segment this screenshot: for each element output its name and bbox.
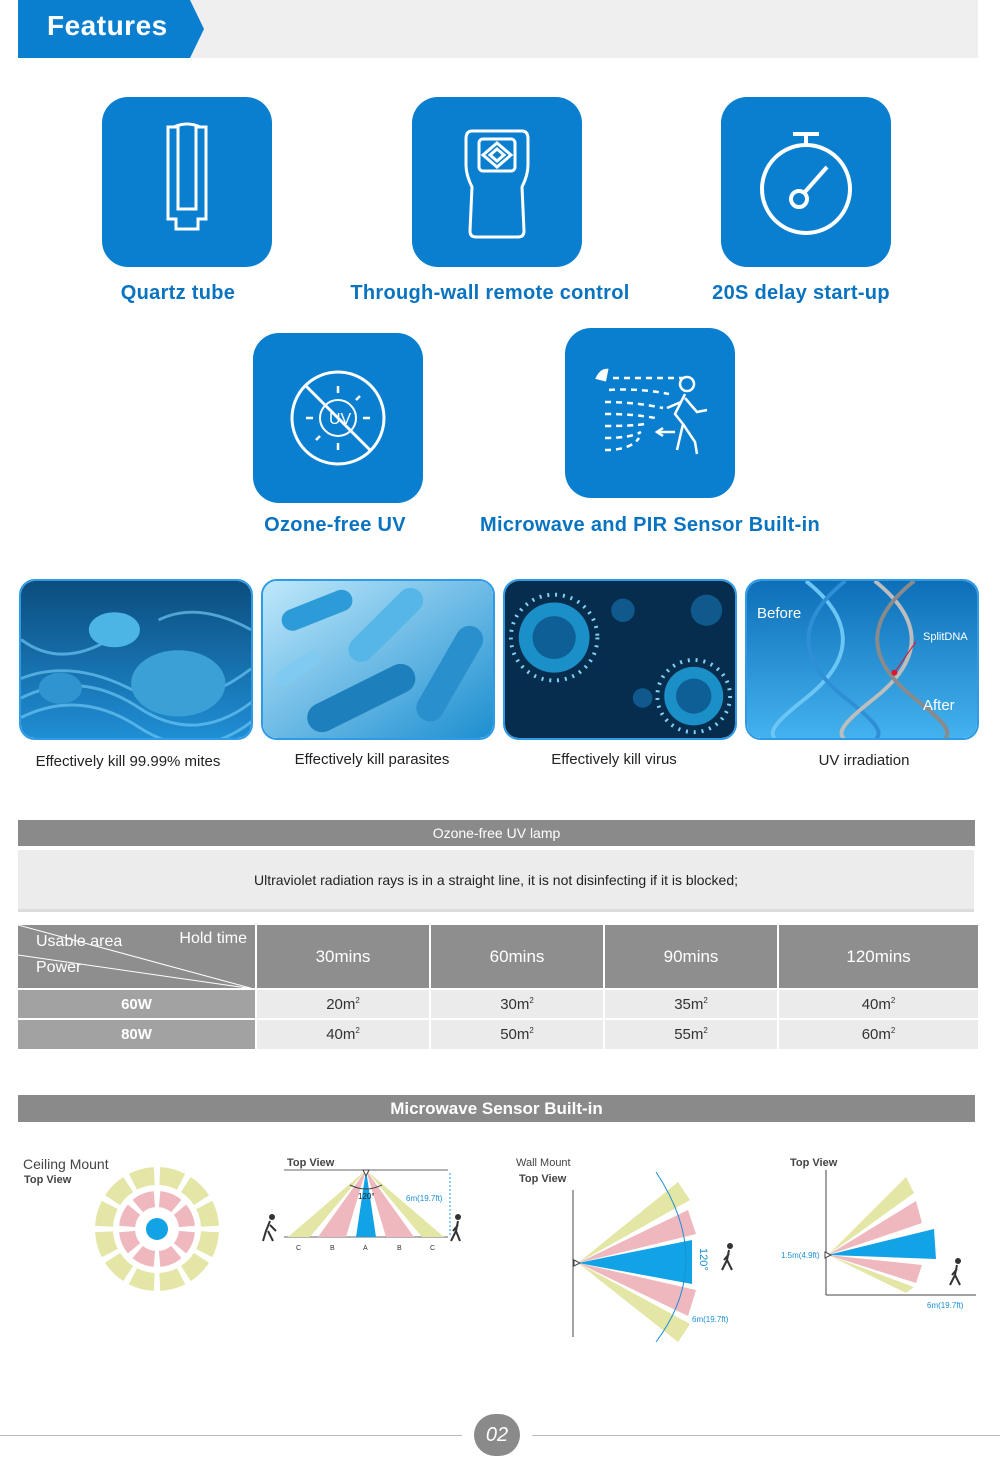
top-view-1-angle: 120°	[358, 1192, 375, 1201]
photo-mites	[19, 579, 253, 740]
footer-line-left	[0, 1435, 462, 1436]
table-cell: $60m^2$	[778, 1019, 978, 1049]
wall-mount-title: Wall Mount	[516, 1157, 571, 1169]
table-cell: $40m^2$	[778, 989, 978, 1019]
uv-coverage-table	[18, 925, 978, 1049]
svg-text:UV: UV	[329, 411, 352, 428]
top-view-2-height: 1.5m(4.9ft)	[781, 1251, 820, 1260]
footer-line-right	[532, 1435, 1000, 1436]
coverage-segment	[105, 1253, 133, 1281]
uv-lamp-title-bar: Ozone-free UV lamp	[18, 820, 975, 846]
stopwatch-icon	[721, 97, 891, 267]
coverage-segment	[129, 1167, 155, 1190]
top-view-2-diagram	[778, 1165, 978, 1315]
walking-person-icon	[950, 1258, 961, 1285]
wall-angle: 120°	[697, 1248, 709, 1271]
top-view-2-range: 6m(19.7ft)	[927, 1301, 964, 1310]
quartz-tube-icon	[102, 97, 272, 267]
corner-hold-time: Hold time	[179, 930, 247, 947]
feature-label-remote: Through-wall remote control	[350, 282, 630, 304]
coverage-segment	[133, 1246, 156, 1267]
ceiling-top-view: Top View	[24, 1174, 72, 1186]
coverage-segment	[174, 1205, 195, 1228]
coverage-segment	[159, 1167, 185, 1190]
wall-mount-diagram	[560, 1160, 770, 1345]
coverage-segment	[119, 1205, 140, 1228]
photo-virus	[503, 579, 737, 740]
coverage-segment	[129, 1268, 155, 1291]
photo-parasites	[261, 579, 495, 740]
table-cell: $40m^2$	[256, 1019, 430, 1049]
table-cell: $30m^2$	[430, 989, 604, 1019]
coverage-segment	[95, 1201, 118, 1227]
dna-split-label: SplitDNA	[923, 631, 968, 643]
page-title: Features	[47, 10, 168, 41]
coverage-segment	[174, 1231, 195, 1254]
table-cell: $35m^2$	[604, 989, 778, 1019]
zone-b: B	[397, 1245, 402, 1252]
wall-range: 6m(19.7ft)	[692, 1315, 729, 1324]
feature-label-quartz-tube: Quartz tube	[120, 282, 236, 304]
remote-control-icon	[412, 97, 582, 267]
coverage-segment	[159, 1246, 182, 1267]
column-header: 60mins	[430, 925, 604, 989]
motion-sensor-icon	[565, 328, 735, 498]
column-header: 30mins	[256, 925, 430, 989]
table-cell: $55m^2$	[604, 1019, 778, 1049]
feature-label-delay: 20S delay start-up	[712, 282, 890, 304]
corner-power: Power	[36, 959, 82, 976]
caption-parasites: Effectively kill parasites	[294, 751, 450, 768]
sensor-title-bar: Microwave Sensor Built-in	[18, 1095, 975, 1122]
zone-a: A	[363, 1245, 368, 1252]
top-view-1-title: Top View	[287, 1157, 335, 1169]
table-row	[18, 1019, 978, 1049]
dna-before-label: Before	[757, 605, 802, 622]
caption-uv: UV irradiation	[818, 752, 910, 769]
coverage-segment	[181, 1253, 209, 1281]
walking-person-icon	[722, 1243, 733, 1270]
photo-uv-dna	[745, 579, 979, 740]
coverage-segment	[105, 1177, 133, 1205]
coverage-segment	[133, 1191, 156, 1212]
corner-usable-area: Usable area	[36, 933, 123, 950]
coverage-segment	[159, 1268, 185, 1291]
coverage-segment	[181, 1177, 209, 1205]
power-cell: 60W	[18, 989, 256, 1019]
table-cell: $50m^2$	[430, 1019, 604, 1049]
coverage-segment	[119, 1231, 140, 1254]
power-cell: 80W	[18, 1019, 256, 1049]
feature-label-ozone-free: Ozone-free UV	[264, 514, 406, 536]
ceiling-coverage-diagram	[90, 1165, 225, 1295]
dna-after-label: After	[923, 697, 955, 714]
page-number: 02	[474, 1414, 520, 1456]
column-header: 120mins	[778, 925, 978, 989]
uv-lamp-note: Ultraviolet radiation rays is in a straight line, it is not disinfecting if it is blocked;	[18, 850, 974, 912]
table-corner-cell	[18, 925, 256, 989]
column-header: 90mins	[604, 925, 778, 989]
caption-mites: Effectively kill 99.99% mites	[35, 753, 221, 770]
coverage-segment	[196, 1201, 219, 1227]
coverage-segment	[196, 1231, 219, 1257]
top-view-1-diagram	[258, 1165, 468, 1260]
ceiling-mount-title: Ceiling Mount	[23, 1156, 109, 1172]
top-view-1-range: 6m(19.7ft)	[406, 1194, 443, 1203]
wall-top-view: Top View	[519, 1173, 567, 1185]
zone-c: C	[430, 1245, 436, 1252]
zone-b: B	[330, 1245, 335, 1252]
coverage-segment	[159, 1191, 182, 1212]
table-header-row	[18, 925, 978, 989]
table-cell: $20m^2$	[256, 989, 430, 1019]
zone-c: C	[296, 1245, 302, 1252]
table-row	[18, 989, 978, 1019]
no-ozone-uv-icon	[253, 333, 423, 503]
feature-label-sensor: Microwave and PIR Sensor Built-in	[480, 514, 820, 536]
sensor-center-dot	[146, 1218, 168, 1240]
top-view-2-title: Top View	[790, 1157, 838, 1169]
caption-virus: Effectively kill virus	[551, 751, 677, 768]
coverage-segment	[95, 1231, 118, 1257]
